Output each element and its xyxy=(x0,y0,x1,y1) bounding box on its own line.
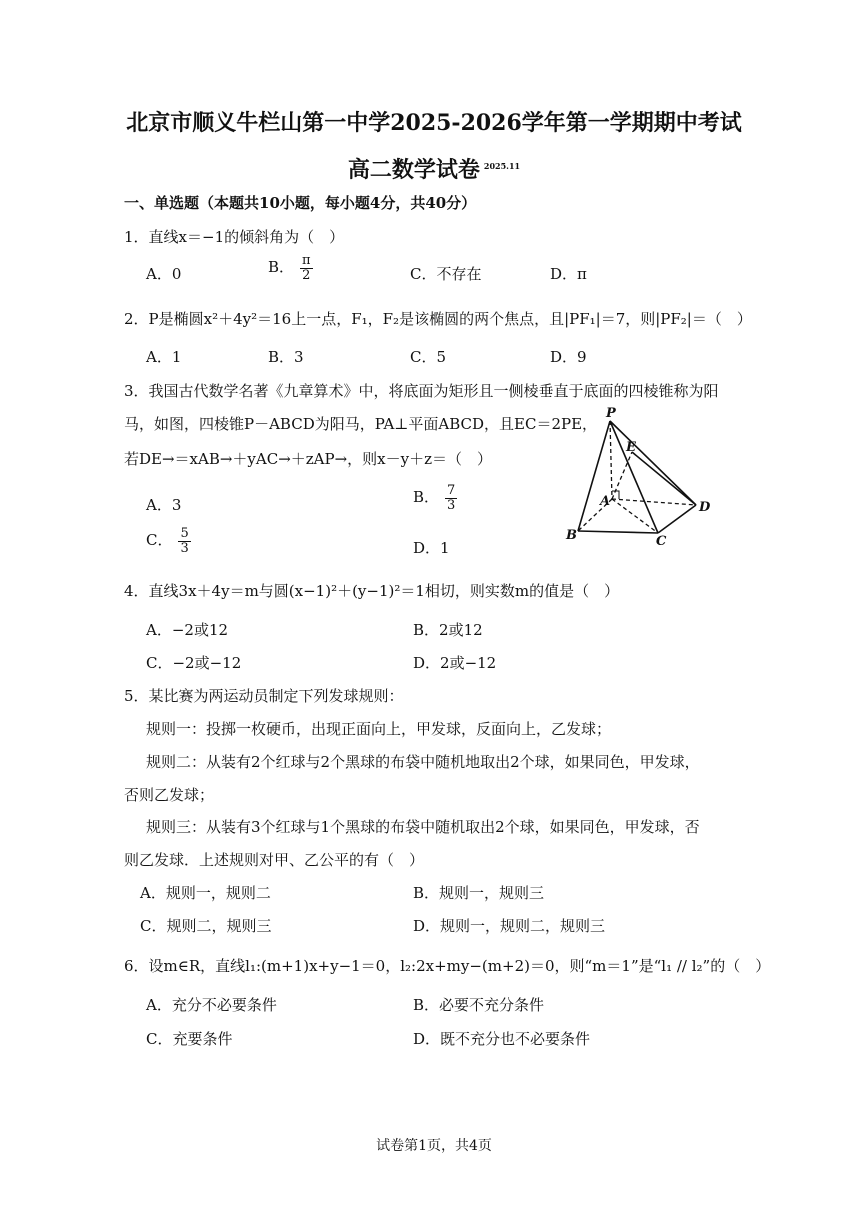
q3-option-c[interactable] xyxy=(146,527,191,555)
q5-rule2-line1: 规则二：从装有2个红球与2个黑球的布袋中随机地取出2个球，如果同色，甲发球， xyxy=(146,753,700,771)
vertex-label-p: P xyxy=(606,406,616,421)
q1-option-d[interactable]: D．π xyxy=(550,265,587,283)
edge-bc xyxy=(578,531,658,533)
q5-rule3-line2: 则乙发球．上述规则对甲、乙公平的有（ ） xyxy=(124,851,425,869)
vertex-label-b: B xyxy=(566,528,577,543)
q5-option-b[interactable]: B．规则一，规则三 xyxy=(413,884,545,902)
q4-stem: 4．直线3x＋4y＝m与圆(x−1)²＋(y−1)²＝1相切，则实数m的值是（ ） xyxy=(124,582,620,600)
q6-option-d[interactable]: D．既不充分也不必要条件 xyxy=(413,1030,591,1048)
q3-option-b-label: B． xyxy=(413,488,440,507)
q3-stem-line2: 马，如图，四棱锥P－ABCD为阳马，PA⊥平面ABCD，且EC＝2PE， xyxy=(124,415,598,433)
q6-option-c[interactable]: C．充要条件 xyxy=(146,1030,233,1048)
q6-option-a[interactable]: A．充分不必要条件 xyxy=(146,996,277,1014)
q5-rule3-line1: 规则三：从装有3个红球与1个黑球的布袋中随机取出2个球，如果同色，甲发球，否 xyxy=(146,818,700,836)
fraction-numerator: 5 xyxy=(180,526,189,541)
q3-stem-line1: 3．我国古代数学名著《九章算术》中，将底面为矩形且一侧棱垂直于底面的四棱锥称为阳 xyxy=(124,382,719,400)
q5-option-d[interactable]: D．规则一，规则二，规则三 xyxy=(413,917,606,935)
q1-option-a[interactable]: A．0 xyxy=(146,265,182,283)
q5-option-a[interactable]: A．规则一，规则二 xyxy=(140,884,271,902)
q3-option-a[interactable]: A．3 xyxy=(146,496,182,514)
q3-option-b-fraction xyxy=(445,484,457,512)
q3-option-c-fraction xyxy=(178,527,190,555)
q4-option-c[interactable]: C．−2或−12 xyxy=(146,654,242,672)
q3-option-d[interactable]: D．1 xyxy=(413,539,450,557)
fraction-numerator: π xyxy=(302,253,311,268)
q5-rule1: 规则一：投掷一枚硬币，出现正面向上，甲发球，反面向上，乙发球； xyxy=(146,720,612,738)
fraction-numerator: 7 xyxy=(447,483,456,498)
q6-option-b[interactable]: B．必要不充分条件 xyxy=(413,996,545,1014)
fraction-denominator: 2 xyxy=(302,267,311,283)
edge-cd xyxy=(658,505,696,533)
edge-pb xyxy=(578,421,610,531)
page-footer: 试卷第1页，共4页 xyxy=(376,1138,492,1154)
q2-option-d[interactable]: D．9 xyxy=(550,348,587,366)
q1-option-b[interactable] xyxy=(268,254,313,282)
vertex-label-e: E xyxy=(626,440,636,455)
q5-rule2-line2: 否则乙发球； xyxy=(124,786,215,804)
q5-option-c[interactable]: C．规则二，规则三 xyxy=(140,917,272,935)
segment-ed xyxy=(632,452,696,505)
segment-ae-hidden xyxy=(612,452,632,499)
section-heading: 一、单选题（本题共10小题，每小题4分，共40分） xyxy=(124,194,477,212)
exam-subtitle xyxy=(0,153,868,184)
edge-pd xyxy=(610,421,696,505)
vertex-label-c: C xyxy=(656,534,667,545)
q3-option-c-label: C． xyxy=(146,531,173,550)
q2-option-a[interactable]: A．1 xyxy=(146,348,182,366)
edge-pc xyxy=(610,421,658,533)
edge-pa-hidden xyxy=(610,421,612,499)
q1-option-b-label: B． xyxy=(268,258,295,277)
vertex-label-d: D xyxy=(699,500,711,515)
q1-option-b-fraction xyxy=(300,254,313,282)
q6-stem: 6．设m∈R，直线l₁:(m+1)x+y−1＝0，l₂:2x+my−(m+2)＝0，则“m＝1”是“l₁ // l₂”的（ ） xyxy=(124,957,771,975)
pyramid-figure xyxy=(560,405,720,545)
vertex-label-a: A xyxy=(600,494,611,509)
fraction-denominator: 3 xyxy=(180,540,189,556)
q5-stem: 5．某比赛为两运动员制定下列发球规则： xyxy=(124,687,404,705)
fraction-denominator: 3 xyxy=(447,497,456,513)
q1-stem: 1．直线x＝−1的倾斜角为（ ） xyxy=(124,228,345,246)
exam-date: 2025.11 xyxy=(483,160,521,171)
q2-option-c[interactable]: C．5 xyxy=(410,348,447,366)
q4-option-b[interactable]: B．2或12 xyxy=(413,621,483,639)
q4-option-a[interactable]: A．−2或12 xyxy=(146,621,229,639)
exam-title: 北京市顺义牛栏山第一中学2025-2026学年第一学期期中考试 xyxy=(126,110,742,136)
q2-option-b[interactable]: B．3 xyxy=(268,348,304,366)
q3-stem-line3: 若DE→＝xAB→＋yAC→＋zAP→，则x－y＋z＝（ ） xyxy=(124,450,493,468)
q4-option-d[interactable]: D．2或−12 xyxy=(413,654,497,672)
q3-option-b[interactable] xyxy=(413,484,457,512)
q1-option-c[interactable]: C．不存在 xyxy=(410,265,482,283)
edge-ad-hidden xyxy=(612,499,696,505)
q2-stem: 2．P是椭圆x²＋4y²＝16上一点，F₁，F₂是该椭圆的两个焦点，且|PF₁|＝7，则|PF₂|＝（ ） xyxy=(124,310,752,328)
subject-title: 高二数学试卷 xyxy=(347,157,480,183)
